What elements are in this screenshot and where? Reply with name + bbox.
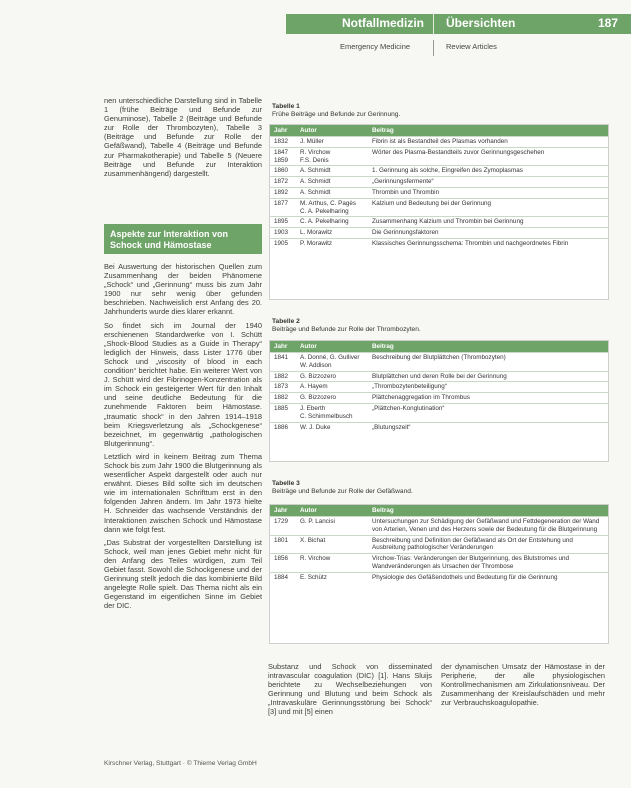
table-cell: E. Schütz xyxy=(296,572,368,582)
table-cell: A. Donné, G. Gulliver W. Addison xyxy=(296,353,368,372)
table-cell: Plättchenaggregation im Thrombus xyxy=(368,393,608,404)
table-row xyxy=(270,217,608,228)
table-cell: 1882 xyxy=(270,393,296,404)
table-header-cell: Jahr xyxy=(270,125,296,137)
subtitle-right: Review Articles xyxy=(446,42,497,51)
table-cell: R. Virchow F.S. Denis xyxy=(296,147,368,166)
table-cell: J. Eberth C. Schimmelbusch xyxy=(296,403,368,422)
table-cell: 1832 xyxy=(270,137,296,148)
table-row xyxy=(270,382,608,393)
table-cell: R. Virchow xyxy=(296,554,368,573)
table-3-title: Beiträge und Befunde zur Rolle der Gefäßwand. xyxy=(272,488,413,495)
table-cell: W. J. Duke xyxy=(296,422,368,432)
table-row xyxy=(270,393,608,404)
subtitle-divider xyxy=(433,40,434,56)
table-cell: „Blutungszeit“ xyxy=(368,422,608,432)
table-header-cell: Autor xyxy=(296,125,368,137)
table-cell: M. Arthus, C. Pagès C. A. Pekelharing xyxy=(296,198,368,217)
page-number: 187 xyxy=(598,16,619,30)
table-cell: 1885 xyxy=(270,403,296,422)
table-cell: Virchow-Trias: Veränderungen der Blutgerinnung, des Blutstromes und Wandveränderungen als Ursachen der Thrombose xyxy=(368,554,608,573)
table-3-label: Tabelle 3 xyxy=(272,480,300,487)
header-bar xyxy=(286,14,631,34)
table-row xyxy=(270,177,608,188)
table-cell: A. Schmidt xyxy=(296,187,368,198)
table-cell: J. Müller xyxy=(296,137,368,148)
table-row xyxy=(270,535,608,554)
table-cell: Beschreibung und Definition der Gefäßwand als Ort der Entstehung und Ausbreitung pathologischer Veränderungen xyxy=(368,535,608,554)
table-cell: 1856 xyxy=(270,554,296,573)
table-cell: Thrombin und Thrombin xyxy=(368,187,608,198)
table-cell: Physiologie des Gefäßendothels und Bedeutung für die Gerinnung xyxy=(368,572,608,582)
table-cell: A. Schmidt xyxy=(296,177,368,188)
table-cell: 1847 1859 xyxy=(270,147,296,166)
subsection-title: Übersichten xyxy=(446,16,516,30)
table-cell: 1886 xyxy=(270,422,296,432)
table-2-caption xyxy=(272,318,421,334)
table-cell: 1841 xyxy=(270,353,296,372)
section-title: Notfallmedizin xyxy=(342,16,425,30)
table-cell: 1895 xyxy=(270,217,296,228)
table-cell: G. P. Lancisi xyxy=(296,517,368,536)
table-cell: Die Gerinnungsfaktoren xyxy=(368,228,608,239)
table-row xyxy=(270,353,608,372)
table-header-cell: Beitrag xyxy=(368,505,608,517)
table-header-cell: Autor xyxy=(296,505,368,517)
table-row xyxy=(270,147,608,166)
table-2-label: Tabelle 2 xyxy=(272,318,300,325)
table-1-title: Frühe Beiträge und Befunde zur Gerinnung. xyxy=(272,111,401,118)
table-cell: Zusammenhang Kalzium und Thrombin bei Gerinnung xyxy=(368,217,608,228)
bottom-text-2: der dynamischen Umsatz der Hämostase in der Peripherie, der alle physiologischen Kontrollmechanismen am Zirkulationsniveau. Der Zusammenhang der Kreislaufschäden und mehr zur Verbrauchskoagulopathie. xyxy=(441,662,605,708)
table-cell: 1882 xyxy=(270,371,296,382)
table-header-cell: Beitrag xyxy=(368,125,608,137)
bottom-column-1 xyxy=(268,662,432,721)
table-cell: Blutplättchen und deren Rolle bei der Gerinnung xyxy=(368,371,608,382)
paragraph-3: Letztlich wird in keinem Beitrag zum Thema Schock bis zum Jahr 1900 die Blutgerinnung als wesentlicher Aspekt dargestellt oder auch nur erwähnt. Dieses Bild sollte sich im deutschen wie im internationalen Schrifttum erst in den folgenden Jahren ändern. Im Jahr 1973 hielte H. Schneider das wachsende Verständnis der Interaktionen zwischen Schock und Hämostase dann wie folgt fest. xyxy=(104,451,262,534)
table-row xyxy=(270,572,608,582)
bottom-text-1: Substanz und Schock von disseminated intravascular coagulation (DIC) [1]. Hans Sluijs berichtete zu Wechselbeziehungen von Gerinnung und Blutung und beim Schock als „Intravaskuläre Gerinnungsstörung bei Schock“ [3] und mit [5] einen xyxy=(268,662,432,717)
table-1-caption xyxy=(272,103,400,119)
section-heading: Aspekte zur Interaktion von Schock und Hämostase xyxy=(104,224,262,254)
table-header-cell: Jahr xyxy=(270,505,296,517)
footer-credit: Kirschner Verlag, Stuttgart · © Thieme Verlag GmbH xyxy=(104,760,257,767)
table-row xyxy=(270,238,608,248)
table-row xyxy=(270,554,608,573)
table-row xyxy=(270,166,608,177)
table-cell: 1903 xyxy=(270,228,296,239)
table-cell: G. Bizzozero xyxy=(296,371,368,382)
table-cell: Fibrin ist als Bestandteil des Plasmas vorhanden xyxy=(368,137,608,148)
table-row xyxy=(270,198,608,217)
table-cell: Wörter des Plasma-Bestandteils zuvor Gerinnungsgeschehen xyxy=(368,147,608,166)
header-divider xyxy=(433,14,434,34)
table-cell: „Plättchen-Konglutination“ xyxy=(368,403,608,422)
table-row xyxy=(270,137,608,148)
table-cell: L. Morawitz xyxy=(296,228,368,239)
table-cell: 1905 xyxy=(270,238,296,248)
table-header-cell: Jahr xyxy=(270,341,296,353)
intro-paragraph xyxy=(104,96,262,182)
table-cell: A. Schmidt xyxy=(296,166,368,177)
table-cell: A. Hayem xyxy=(296,382,368,393)
table-row xyxy=(270,422,608,432)
table-header-cell: Autor xyxy=(296,341,368,353)
table-cell: 1872 xyxy=(270,177,296,188)
table-cell: 1. Gerinnung als solche, Eingreifen des Zymoplasmas xyxy=(368,166,608,177)
table-row xyxy=(270,187,608,198)
table-cell: G. Bizzozero xyxy=(296,393,368,404)
left-column-body xyxy=(104,262,262,614)
table-row xyxy=(270,228,608,239)
table-cell: 1877 xyxy=(270,198,296,217)
table-cell: Untersuchungen zur Schädigung der Gefäßwand und Fettdegeneration der Wand von Arterien, Venen und des Herzens sowie der Bedeutung für die Blutgerinnung xyxy=(368,517,608,536)
paragraph-1: Bei Auswertung der historischen Quellen zum Zusammenhang der beiden Phänomene „Schock“ und „Gerinnung“ muss bis zum Jahr 1900 nur sehr wenig über gefunden beschrieben. Nachweislich erst Anfang des 20. Jahrhunderts wurde dies klarer erkannt. xyxy=(104,262,262,317)
intro-text: nen unterschiedliche Darstellung sind in Tabelle 1 (frühe Beiträge und Befunde zur Genuminose), Tabelle 2 (Beiträge und Befunde zur Rolle der Thrombozyten), Tabelle 3 (Beiträge und Befunde zur Rolle der Gefäßwand), Tabelle 4 (Beiträge und Befunde zur Pharmakotherapie) und Tabelle 5 (Neuere Beiträge und Befunde zur Interaktion zusammenhängend) dargestellt. xyxy=(104,96,262,178)
table-cell: Kalzium und Bedeutung bei der Gerinnung xyxy=(368,198,608,217)
table-cell: P. Morawitz xyxy=(296,238,368,248)
table-1 xyxy=(269,124,609,300)
table-row xyxy=(270,371,608,382)
table-cell: Klassisches Gerinnungsschema: Thrombin und nachgeordnetes Fibrin xyxy=(368,238,608,248)
table-cell: Beschreibung der Blutplättchen (Thrombozyten) xyxy=(368,353,608,372)
paragraph-4: „Das Substrat der vorgestellten Darstellung ist Schock, weil man jenes Gebiet mehr nicht für den Anfang des Teiles würdigen, zum Teil Gebiet fasst. Sowohl die Schockgenese und der Gerinnung stellt jedoch die das kombinierte Bild angelegte Rolle spielt. Das Thema nicht als ein Gegenstand im eigentlichen Sinne im Gebiet der DIC. xyxy=(104,537,262,611)
table-cell: 1729 xyxy=(270,517,296,536)
table-cell: C. A. Pekelharing xyxy=(296,217,368,228)
table-cell: 1801 xyxy=(270,535,296,554)
table-3 xyxy=(269,504,609,644)
table-cell: „Gerinnungsfermente“ xyxy=(368,177,608,188)
table-cell: „Thrombozytenbeteiligung“ xyxy=(368,382,608,393)
table-row xyxy=(270,517,608,536)
table-2-title: Beiträge und Befunde zur Rolle der Thrombozyten. xyxy=(272,326,421,333)
subtitle-left: Emergency Medicine xyxy=(340,42,411,51)
table-3-caption xyxy=(272,480,413,496)
paragraph-2: So findet sich im Journal der 1940 erschienenen Standardwerke von I. Schütt „Shock-Blood Studies as a Guide in Therapy“ lediglich der Hinweis, dass Lister 1776 über Schock und „viscosity of blood in each condition“ berichtet habe. Ein weiterer Wert von J. Schütt wird der Fibrinogen-Konzentration als im Schock ein gesteigerter Wert für den Inhalt und seine deutliche Bedeutung für die zunehmende Faktoren beim Hämostase. „traumatic shock“ in den Jahren 1914–1918 beim Kriegsverletzung als „Schockgenese“ bezeichnet, im gegenwärtig „pathologischen Blutgerinnung“. xyxy=(104,320,262,448)
table-2 xyxy=(269,340,609,462)
page-header xyxy=(0,0,631,50)
table-header-cell: Beitrag xyxy=(368,341,608,353)
table-1-label: Tabelle 1 xyxy=(272,103,300,110)
table-row xyxy=(270,403,608,422)
table-cell: 1873 xyxy=(270,382,296,393)
table-cell: X. Bichat xyxy=(296,535,368,554)
table-cell: 1892 xyxy=(270,187,296,198)
bottom-column-2 xyxy=(441,662,605,711)
table-cell: 1860 xyxy=(270,166,296,177)
table-cell: 1884 xyxy=(270,572,296,582)
